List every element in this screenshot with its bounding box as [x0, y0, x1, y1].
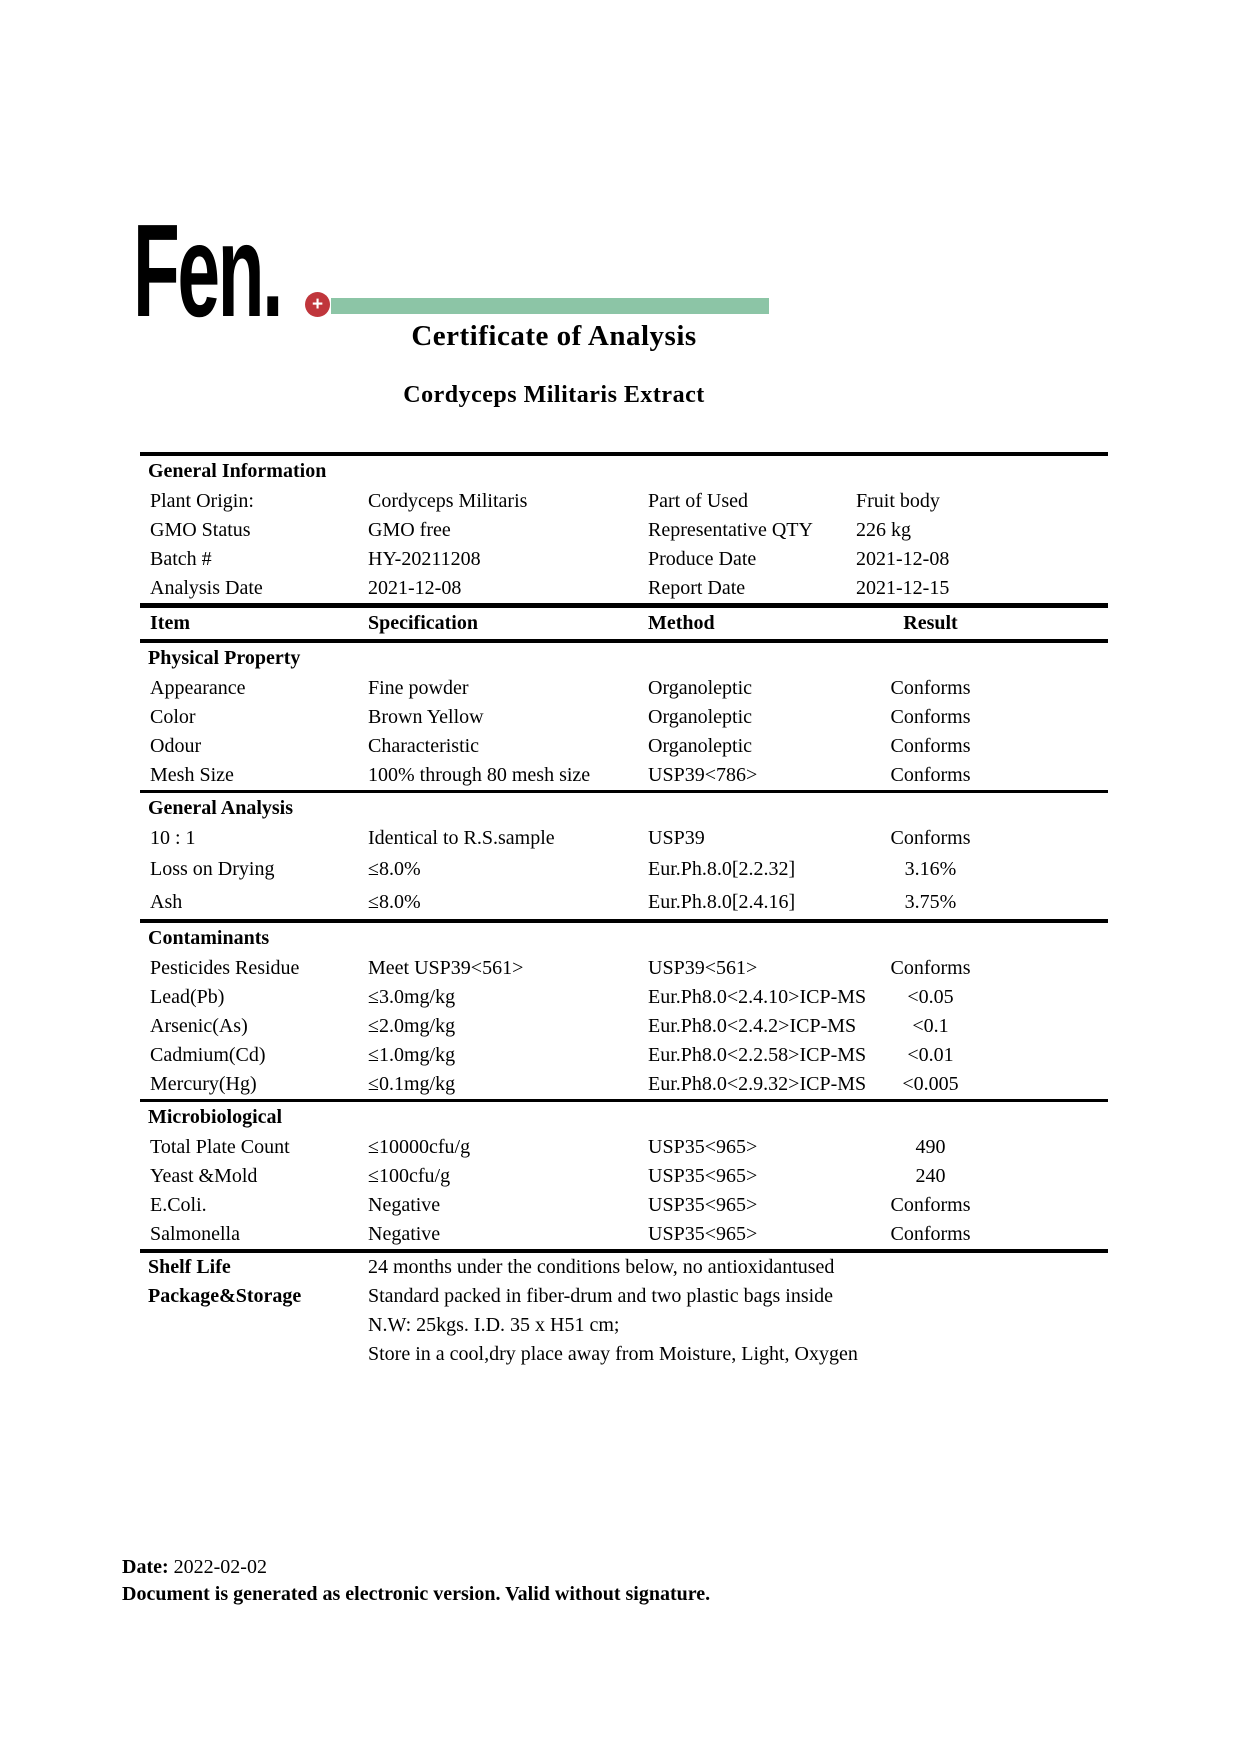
method-cell: Organoleptic — [648, 735, 753, 757]
method-cell: Eur.Ph8.0<2.4.2>ICP-MS — [648, 1015, 857, 1037]
package-storage-line: N.W: 25kgs. I.D. 35 x H51 cm; — [368, 1314, 620, 1336]
coa-table — [140, 452, 1108, 1369]
table-row — [140, 1220, 1108, 1249]
result-cell: 3.75% — [904, 891, 957, 913]
info-value: 226 kg — [856, 519, 911, 541]
info-value: 2021-12-15 — [856, 577, 950, 599]
table-row — [140, 853, 1108, 886]
package-storage-label: Package&Storage — [148, 1285, 302, 1307]
date-value: 2022-02-02 — [173, 1556, 267, 1578]
method-cell: Eur.Ph.8.0[2.4.16] — [648, 891, 796, 913]
table-row — [140, 954, 1108, 983]
spec-cell: Brown Yellow — [368, 706, 484, 728]
item-cell: Salmonella — [150, 1223, 240, 1245]
disclaimer-text: Document is generated as electronic version. Valid without signature. — [122, 1583, 711, 1605]
item-cell: Arsenic(As) — [150, 1015, 248, 1037]
table-row — [140, 674, 1108, 703]
table-row — [140, 1191, 1108, 1220]
info-label: Report Date — [648, 577, 746, 599]
method-cell: Eur.Ph8.0<2.9.32>ICP-MS — [648, 1073, 867, 1095]
item-cell: Loss on Drying — [150, 858, 275, 880]
item-cell: Mesh Size — [150, 764, 234, 786]
item-cell: Cadmium(Cd) — [150, 1044, 266, 1066]
table-row — [140, 732, 1108, 761]
spec-cell: ≤100cfu/g — [368, 1165, 451, 1187]
logo-accent-bar — [331, 298, 769, 314]
method-cell: USP39<561> — [648, 957, 758, 979]
table-row — [140, 1012, 1108, 1041]
table-row — [140, 1070, 1108, 1099]
column-header-specification: Specification — [368, 612, 478, 634]
table-row — [140, 516, 1108, 545]
method-cell: Eur.Ph.8.0[2.2.32] — [648, 858, 796, 880]
spec-cell: Negative — [368, 1223, 441, 1245]
info-value: Cordyceps Militaris — [368, 490, 528, 512]
result-cell: Conforms — [890, 827, 971, 849]
table-row — [140, 1041, 1108, 1070]
info-label: Plant Origin: — [150, 490, 254, 512]
result-cell: <0.05 — [907, 986, 954, 1008]
item-cell: Yeast &Mold — [150, 1165, 258, 1187]
spec-cell: Fine powder — [368, 677, 469, 699]
column-header-result: Result — [903, 612, 958, 634]
date-label: Date: — [122, 1556, 169, 1578]
info-value: Fruit body — [856, 490, 940, 512]
result-cell: 240 — [915, 1165, 946, 1187]
package-storage-line: Standard packed in fiber-drum and two plastic bags inside — [368, 1285, 834, 1307]
method-cell: Organoleptic — [648, 706, 753, 728]
info-label: Batch # — [150, 548, 212, 570]
result-cell: Conforms — [890, 706, 971, 728]
item-cell: E.Coli. — [150, 1194, 207, 1216]
spec-cell: Identical to R.S.sample — [368, 827, 555, 849]
package-storage-line: Store in a cool,dry place away from Moisture, Light, Oxygen — [368, 1343, 858, 1365]
result-cell: Conforms — [890, 677, 971, 699]
table-row — [140, 761, 1108, 790]
result-cell: Conforms — [890, 1194, 971, 1216]
item-cell: Pesticides Residue — [150, 957, 300, 979]
method-cell: Eur.Ph8.0<2.2.58>ICP-MS — [648, 1044, 867, 1066]
table-row — [140, 886, 1108, 919]
table-row — [140, 1311, 1108, 1340]
item-cell: Ash — [150, 891, 183, 913]
item-cell: Mercury(Hg) — [150, 1073, 257, 1095]
result-cell: <0.01 — [907, 1044, 954, 1066]
spec-cell: Meet USP39<561> — [368, 957, 524, 979]
section-title-physical-property: Physical Property — [148, 647, 301, 669]
table-row — [140, 703, 1108, 732]
section-title-contaminants: Contaminants — [148, 927, 270, 949]
spec-cell: ≤0.1mg/kg — [368, 1073, 456, 1095]
table-row — [140, 1340, 1108, 1369]
date-line — [122, 1556, 710, 1579]
table-row — [140, 487, 1108, 516]
item-cell: Lead(Pb) — [150, 986, 225, 1008]
logo-text: Fen. — [133, 197, 282, 345]
table-row — [140, 574, 1108, 603]
column-header-row — [140, 608, 1108, 639]
table-row — [140, 824, 1108, 853]
spec-cell: 100% through 80 mesh size — [368, 764, 591, 786]
info-label: Representative QTY — [648, 519, 813, 541]
method-cell: USP35<965> — [648, 1194, 758, 1216]
section-title-general-information: General Information — [148, 460, 327, 482]
table-row — [140, 1253, 1108, 1282]
document-title: Certificate of Analysis — [411, 320, 697, 352]
method-cell: USP39<786> — [648, 764, 758, 786]
table-row — [140, 1162, 1108, 1191]
result-cell: Conforms — [890, 764, 971, 786]
method-cell: USP35<965> — [648, 1136, 758, 1158]
info-value: GMO free — [368, 519, 451, 541]
item-cell: Color — [150, 706, 196, 728]
method-cell: Eur.Ph8.0<2.4.10>ICP-MS — [648, 986, 867, 1008]
spec-cell: ≤3.0mg/kg — [368, 986, 456, 1008]
section-title-microbiological: Microbiological — [148, 1106, 283, 1128]
plus-badge-icon: + — [305, 292, 330, 317]
info-label: Produce Date — [648, 548, 757, 570]
table-row — [140, 1133, 1108, 1162]
footer-block — [122, 1556, 710, 1606]
spec-cell: ≤10000cfu/g — [368, 1136, 471, 1158]
result-cell: 490 — [915, 1136, 946, 1158]
info-value: 2021-12-08 — [368, 577, 462, 599]
info-label: Part of Used — [648, 490, 748, 512]
method-cell: Organoleptic — [648, 677, 753, 699]
shelf-life-label: Shelf Life — [148, 1256, 231, 1278]
spec-cell: ≤8.0% — [368, 891, 421, 913]
result-cell: <0.1 — [912, 1015, 949, 1037]
table-row — [140, 983, 1108, 1012]
column-header-item: Item — [150, 612, 190, 634]
spec-cell: ≤8.0% — [368, 858, 421, 880]
result-cell: Conforms — [890, 1223, 971, 1245]
method-cell: USP39 — [648, 827, 705, 849]
method-cell: USP35<965> — [648, 1223, 758, 1245]
method-cell: USP35<965> — [648, 1165, 758, 1187]
product-title: Cordyceps Militaris Extract — [403, 382, 705, 408]
spec-cell: ≤2.0mg/kg — [368, 1015, 456, 1037]
column-header-method: Method — [648, 612, 715, 634]
item-cell: 10 : 1 — [150, 827, 196, 849]
result-cell: Conforms — [890, 735, 971, 757]
item-cell: Total Plate Count — [150, 1136, 290, 1158]
table-row — [140, 1282, 1108, 1311]
spec-cell: Characteristic — [368, 735, 480, 757]
info-value: HY-20211208 — [368, 548, 481, 570]
shelf-life-value: 24 months under the conditions below, no antioxidantused — [368, 1256, 835, 1278]
info-value: 2021-12-08 — [856, 548, 950, 570]
item-cell: Odour — [150, 735, 202, 757]
result-cell: Conforms — [890, 957, 971, 979]
table-row — [140, 545, 1108, 574]
section-title-general-analysis: General Analysis — [148, 797, 294, 819]
title-block — [0, 320, 1108, 409]
spec-cell: Negative — [368, 1194, 441, 1216]
result-cell: 3.16% — [904, 858, 957, 880]
logo-wordmark — [133, 197, 311, 345]
spec-cell: ≤1.0mg/kg — [368, 1044, 456, 1066]
info-label: Analysis Date — [150, 577, 263, 599]
info-label: GMO Status — [150, 519, 251, 541]
item-cell: Appearance — [150, 677, 246, 699]
result-cell: <0.005 — [902, 1073, 959, 1095]
